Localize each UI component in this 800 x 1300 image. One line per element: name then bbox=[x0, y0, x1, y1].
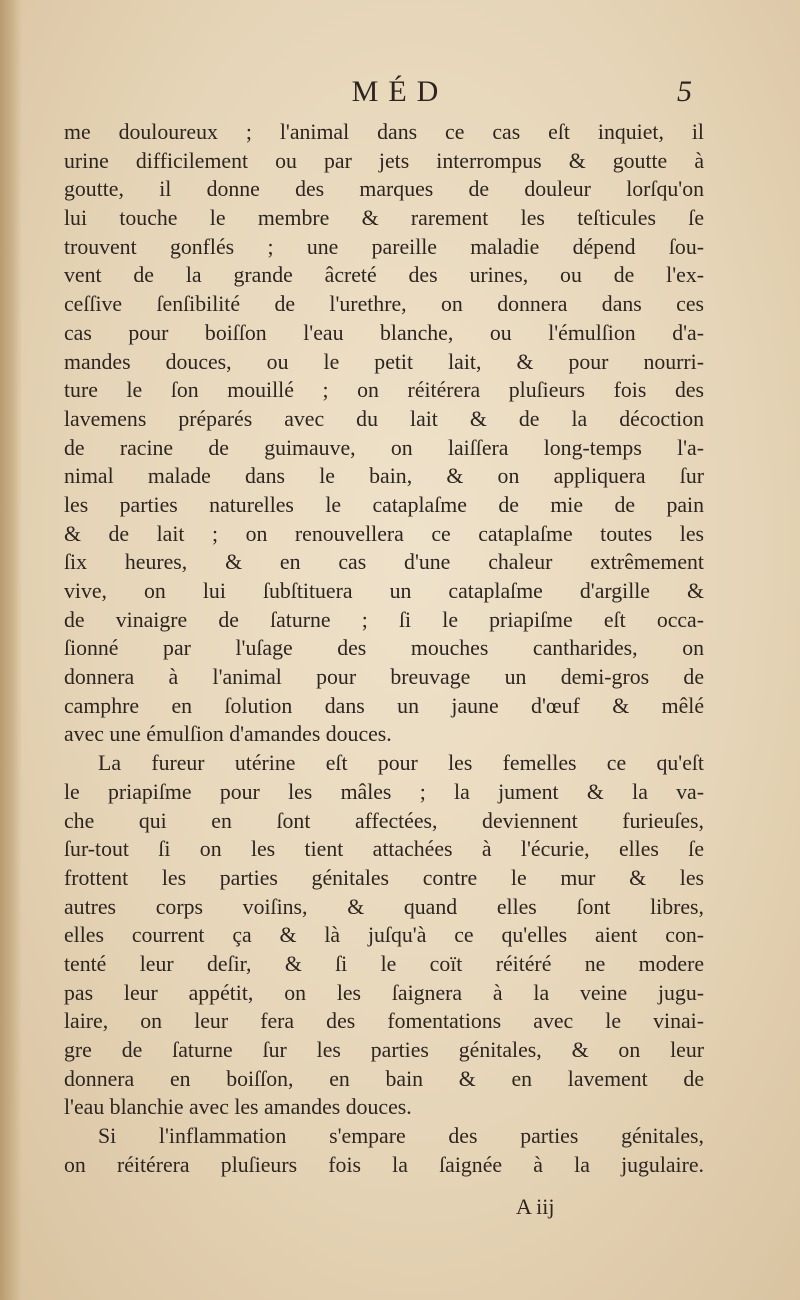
text-line: mandes douces, ou le petit lait, & pour nourri- bbox=[64, 349, 704, 374]
text-line: camphre en ſolution dans un jaune d'œuf & mêlé bbox=[64, 693, 704, 718]
text-line: elles courrent ça & là juſqu'à ce qu'elles aient con- bbox=[64, 923, 704, 948]
text-line: che qui en ſont affectées, deviennent furieuſes, bbox=[64, 808, 704, 833]
text-line: ſur-tout ſi on les tient attachées à l'écurie, elles ſe bbox=[64, 837, 704, 862]
text-line: l'eau blanchie avec les amandes douces. bbox=[64, 1095, 412, 1120]
text-line: lui touche le membre & rarement les teſticules ſe bbox=[64, 206, 704, 231]
body-text bbox=[64, 118, 704, 1179]
text-line: autres corps voiſins, & quand elles ſont libres, bbox=[64, 894, 704, 919]
running-head: MÉD bbox=[351, 75, 449, 108]
text-line: donnera en boiſſon, en bain & en lavement de bbox=[64, 1066, 704, 1091]
text-line: Si l'inflammation s'empare des parties génitales, bbox=[98, 1124, 704, 1149]
text-line: avec une émulſion d'amandes douces. bbox=[64, 722, 392, 747]
text-line: laire, on leur fera des fomentations avec le vinai- bbox=[64, 1009, 704, 1034]
text-line: me douloureux ; l'animal dans ce cas eſt inquiet, il bbox=[64, 120, 704, 144]
page-header bbox=[0, 72, 800, 112]
text-line: frottent les parties génitales contre le mur & les bbox=[64, 865, 704, 890]
text-line: ſionné par l'uſage des mouches cantharides, on bbox=[64, 636, 704, 661]
text-line: vive, on lui ſubſtituera un cataplaſme d'argille & bbox=[64, 579, 704, 603]
text-line: tenté leur deſir, & ſi le coït réitéré ne modere bbox=[64, 951, 704, 976]
text-line: le priapiſme pour les mâles ; la jument & la va- bbox=[64, 779, 704, 804]
text-line: les parties naturelles le cataplaſme de mie de pain bbox=[64, 492, 704, 517]
signature-mark: A iij bbox=[516, 1194, 555, 1219]
text-line: ceſſive ſenſibilité de l'urethre, on donnera dans ces bbox=[64, 292, 704, 317]
text-line: vent de la grande âcreté des urines, ou de l'ex- bbox=[64, 263, 704, 288]
text-line: trouvent gonflés ; une pareille maladie dépend ſou- bbox=[64, 234, 704, 259]
text-line: urine difficilement ou par jets interrompus & goutte à bbox=[64, 148, 704, 173]
text-line: lavemens préparés avec du lait & de la décoction bbox=[64, 406, 704, 431]
page-number: 5 bbox=[677, 75, 692, 108]
text-line: cas pour boiſſon l'eau blanche, ou l'émulſion d'a- bbox=[64, 320, 704, 345]
text-line: goutte, il donne des marques de douleur lorſqu'on bbox=[64, 177, 704, 202]
text-line: La fureur utérine eſt pour les femelles ce qu'eſt bbox=[98, 751, 704, 776]
binding-gutter bbox=[0, 0, 22, 1300]
text-line: nimal malade dans le bain, & on appliquera ſur bbox=[64, 464, 704, 489]
text-line: gre de ſaturne ſur les parties génitales, & on leur bbox=[64, 1038, 704, 1062]
text-line: pas leur appétit, on les ſaignera à la veine jugu- bbox=[64, 980, 704, 1005]
text-line: donnera à l'animal pour breuvage un demi-gros de bbox=[64, 665, 704, 690]
text-line: de vinaigre de ſaturne ; ſi le priapiſme eſt occa- bbox=[64, 607, 704, 632]
text-line: de racine de guimauve, on laiſſera long-temps l'a- bbox=[64, 435, 704, 460]
text-line: ture le ſon mouillé ; on réitérera pluſieurs fois des bbox=[64, 378, 704, 403]
text-line: on réitérera pluſieurs fois la ſaignée à la jugulaire. bbox=[64, 1152, 704, 1177]
text-line: ſix heures, & en cas d'une chaleur extrêmement bbox=[64, 550, 704, 575]
text-line: & de lait ; on renouvellera ce cataplaſme toutes les bbox=[64, 521, 704, 546]
